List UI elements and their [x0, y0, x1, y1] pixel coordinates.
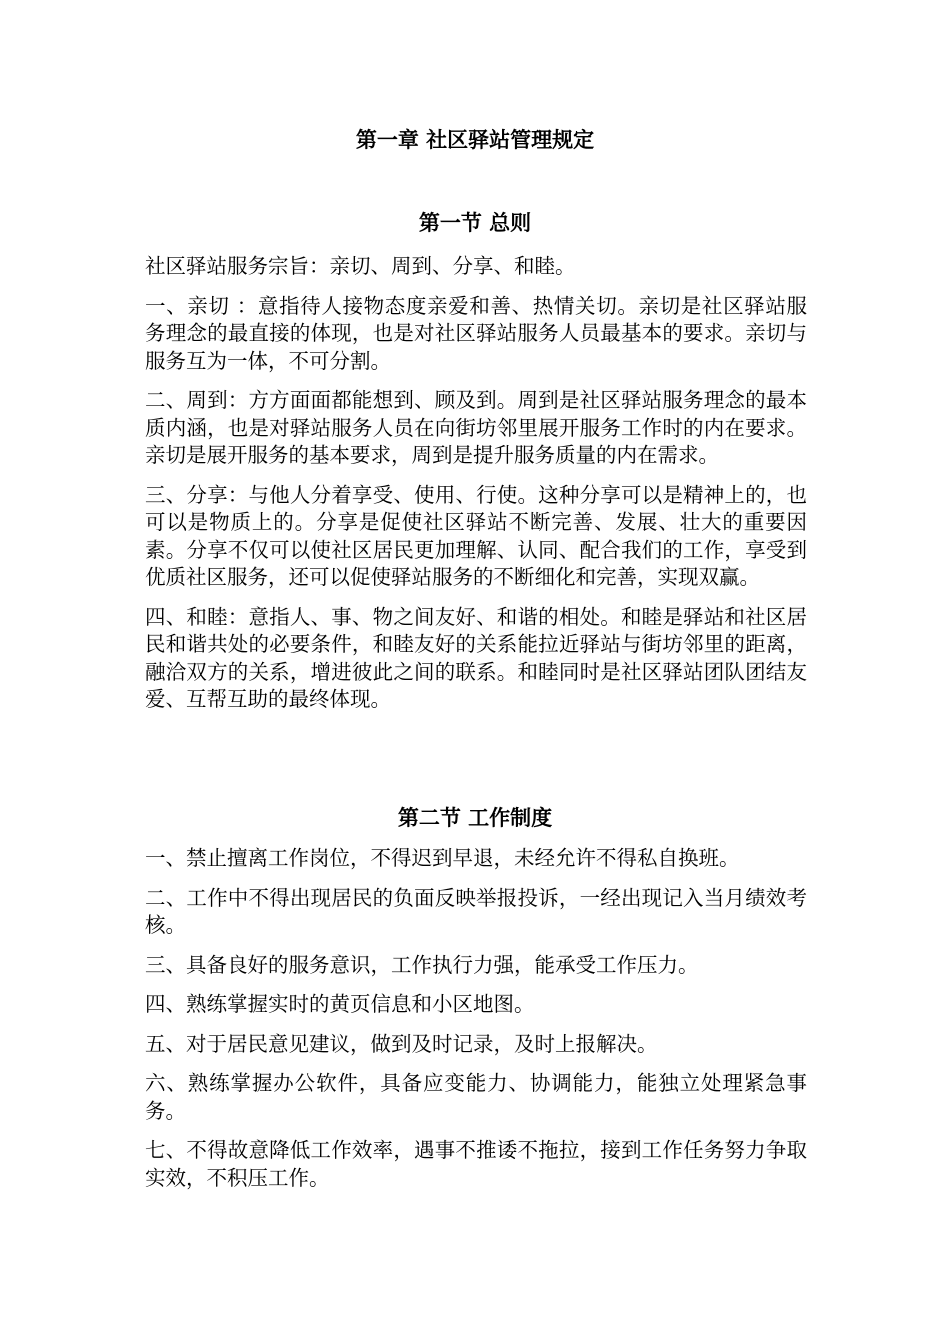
section-work-rules-body: [145, 845, 807, 1204]
paragraph: 三、具备良好的服务意识，工作执行力强，能承受工作压力。: [145, 952, 699, 977]
paragraph: 二、工作中不得出现居民的负面反映举报投诉，一经出现记入当月绩效考核。: [145, 885, 807, 937]
paragraph: 二、周到：方方面面都能想到、顾及到。周到是社区驿站服务理念的最本质内涵，也是对驿站服务人员在向街坊邻里展开服务工作时的内在要求。亲切是展开服务的基本要求，周到是提升服务质量的内在需求。: [145, 388, 807, 467]
section-general-body: [145, 253, 807, 726]
paragraph: 一、禁止擅离工作岗位，不得迟到早退，未经允许不得私自换班。: [145, 846, 740, 870]
paragraph: 三、分享：与他人分着享受、使用、行使。这种分享可以是精神上的，也可以是物质上的。分享是促使社区驿站不断完善、发展、壮大的重要因素。分享不仅可以使社区居民更加理解、认同、配合我们的工作，享受到优质社区服务，还可以促使驿站服务的不断细化和完善，实现双赢。: [145, 482, 807, 589]
section-title-general: 第一节 总则: [418, 210, 532, 235]
paragraph: 七、不得故意降低工作效率，遇事不推诿不拖拉，接到工作任务努力争取实效，不积压工作。: [145, 1138, 807, 1190]
paragraph: 五、对于居民意见建议，做到及时记录，及时上报解决。: [145, 1031, 658, 1056]
paragraph: 四、和睦：意指人、事、物之间友好、和谐的相处。和睦是驿站和社区居民和谐共处的必要条件，和睦友好的关系能拉近驿站与街坊邻里的距离，融洽双方的关系，增进彼此之间的联系。和睦同时是社区驿站团队团结友爱、互帮互助的最终体现。: [145, 604, 807, 711]
paragraph: 一、亲切 ：意指待人接物态度亲爱和善、热情关切。亲切是社区驿站服务理念的最直接的体现，也是对社区驿站服务人员最基本的要求。亲切与服务互为一体，不可分割。: [145, 293, 807, 373]
paragraph: 六、熟练掌握办公软件，具备应变能力、协调能力，能独立处理紧急事务。: [145, 1071, 807, 1123]
paragraph: 四、熟练掌握实时的黄页信息和小区地图。: [145, 992, 535, 1016]
section-title-work-rules: 第二节 工作制度: [397, 805, 553, 830]
chapter-title: 第一章 社区驿站管理规定: [355, 127, 595, 152]
paragraph: 社区驿站服务宗旨：亲切、周到、分享、和睦。: [145, 254, 576, 278]
